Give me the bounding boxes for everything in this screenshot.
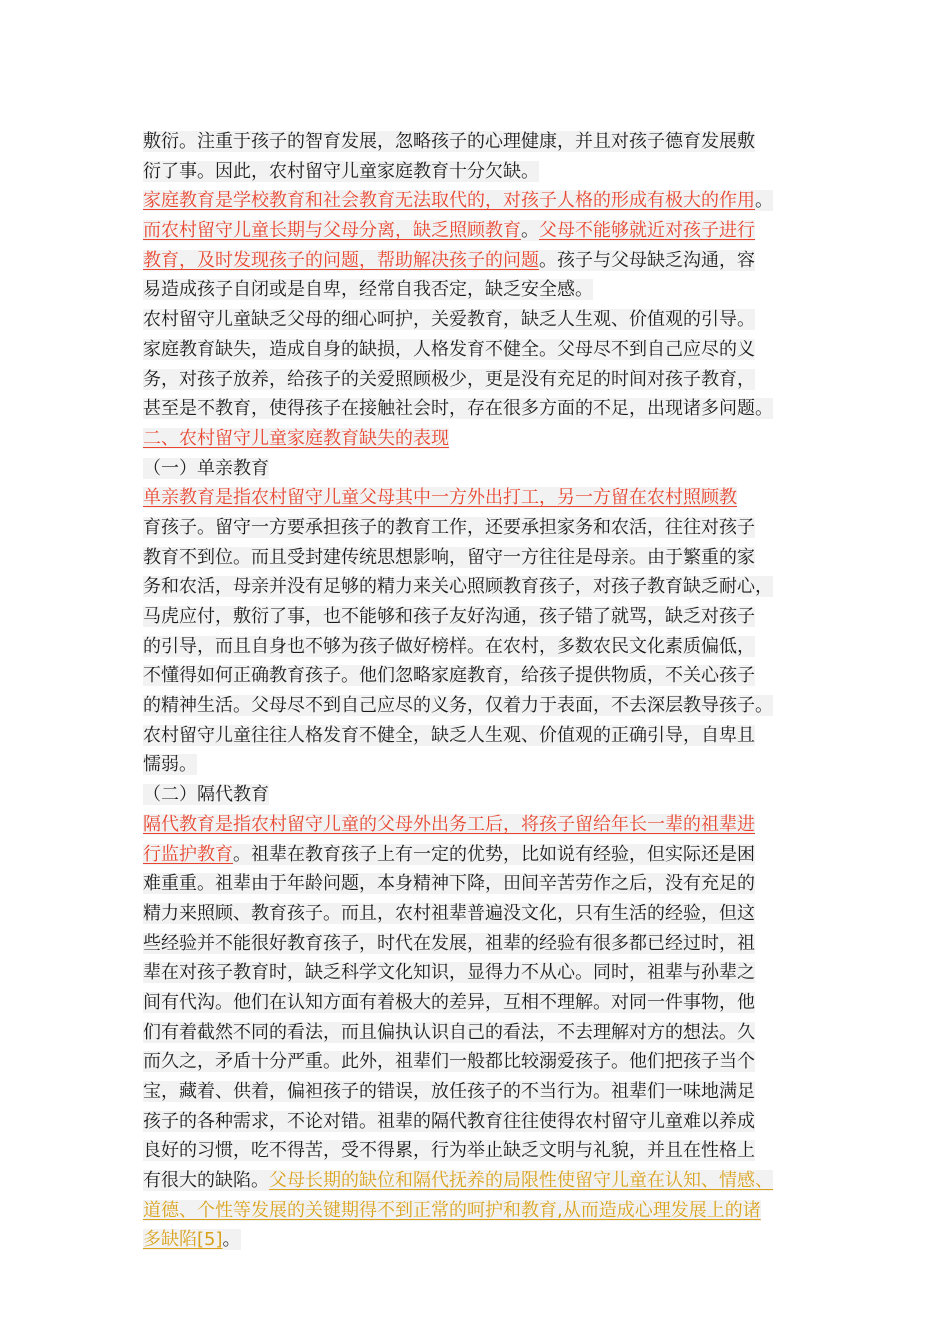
text-line — [143, 1196, 825, 1226]
text-segment: 宝，藏着、供着，偏袒孩子的错误，放任孩子的不当行为。祖辈们一味地满足 — [143, 1081, 755, 1102]
text-line — [143, 632, 825, 662]
text-line — [143, 335, 825, 365]
text-segment: 务和农活，母亲并没有足够的精力来关心照顾教育孩子，对孩子教育缺乏耐心， — [143, 576, 773, 598]
text-segment: 有很大的缺陷。 — [143, 1170, 269, 1192]
text-line — [143, 810, 825, 840]
text-line — [143, 869, 825, 899]
text-segment: 们有着截然不同的看法，而且偏执认识自己的看法，不去理解对方的想法。久 — [143, 1021, 755, 1043]
text-line — [143, 1136, 825, 1166]
text-line — [143, 305, 825, 335]
text-segment: 敷衍。注重于孩子的智育发展，忽略孩子的心理健康，并且对孩子德育发展敷 — [143, 131, 755, 152]
text-line — [143, 1047, 825, 1077]
text-segment: 良好的习惯，吃不得苦，受不得累，行为举止缺乏文明与礼貌，并且在性格上 — [143, 1140, 755, 1162]
highlighted-text-segment: 行监护教育 — [143, 843, 233, 865]
text-segment: 。 — [521, 220, 539, 242]
text-line — [143, 721, 825, 751]
highlighted-text-segment: 教育，及时发现孩子的问题，帮助解决孩子的问题 — [143, 249, 539, 271]
text-line — [143, 661, 825, 691]
text-line — [143, 513, 825, 543]
text-segment: 些经验并不能很好教育孩子，时代在发展，祖辈的经验有很多都已经过时，祖 — [143, 932, 755, 954]
highlighted-text-segment: 父母不能够就近对孩子进行 — [539, 220, 755, 242]
text-line — [143, 543, 825, 573]
text-segment: 间有代沟。他们在认知方面有着极大的差异，互相不理解。对同一件事物，他 — [143, 991, 755, 1013]
text-line — [143, 958, 825, 988]
text-line — [143, 988, 825, 1018]
text-segment: （二）隔代教育 — [143, 784, 269, 806]
text-segment: 衍了事。因此，农村留守儿童家庭教育十分欠缺。 — [143, 160, 539, 182]
text-segment: 的精神生活。父母尽不到自己应尽的义务，仅着力于表面，不去深层教导孩子。 — [143, 695, 773, 717]
text-segment: 而久之，矛盾十分严重。此外，祖辈们一般都比较溺爱孩子。他们把孩子当个 — [143, 1051, 755, 1073]
text-line — [143, 1166, 825, 1196]
text-line — [143, 275, 825, 305]
text-line — [143, 394, 825, 424]
text-segment: 马虎应付，敷衍了事，也不能够和孩子友好沟通，孩子错了就骂，缺乏对孩子 — [143, 606, 755, 627]
text-segment: 。祖辈在教育孩子上有一定的优势，比如说有经验，但实际还是困 — [233, 843, 755, 865]
text-line — [143, 572, 825, 602]
highlighted-text-segment: 家庭教育是学校教育和社会教育无法取代的，对孩子人格的形成有极大的作用 — [143, 190, 755, 212]
highlighted-text-segment: 而农村留守儿童长期与父母分离，缺乏照顾教育 — [143, 220, 521, 242]
text-segment: 家庭教育缺失，造成自身的缺损，人格发育不健全。父母尽不到自己应尽的义 — [143, 338, 755, 360]
text-segment: 的引导，而且自身也不够为孩子做好榜样。在农村，多数农民文化素质偏低， — [143, 635, 755, 657]
text-line — [143, 691, 825, 721]
text-segment: 不懂得如何正确教育孩子。他们忽略家庭教育，给孩子提供物质，不关心孩子 — [143, 665, 755, 687]
text-segment: 务，对孩子放养，给孩子的关爱照顾极少，更是没有充足的时间对孩子教育， — [143, 368, 755, 390]
text-line — [143, 483, 825, 513]
highlighted-text-segment: 父母长期的缺位和隔代抚养的局限性使留守儿童在认知、情感、 — [269, 1170, 773, 1192]
highlighted-text-segment: 二、农村留守儿童家庭教育缺失的表现 — [143, 427, 449, 449]
text-line — [143, 127, 825, 157]
text-line — [143, 246, 825, 276]
text-line — [143, 929, 825, 959]
text-line — [143, 840, 825, 870]
text-segment: 孩子的各种需求，不论对错。祖辈的隔代教育往往使得农村留守儿童难以养成 — [143, 1110, 755, 1132]
text-line — [143, 365, 825, 395]
text-segment: 。孩子与父母缺乏沟通，容 — [539, 249, 755, 271]
text-line — [143, 157, 825, 187]
text-segment: 农村留守儿童往往人格发育不健全，缺乏人生观、价值观的正确引导，自卑且 — [143, 724, 755, 746]
text-line — [143, 424, 825, 454]
text-segment: （一）单亲教育 — [143, 457, 269, 479]
text-line — [143, 750, 825, 780]
highlighted-text-segment: 多缺陷[5] — [143, 1229, 223, 1251]
text-segment: 难重重。祖辈由于年龄问题，本身精神下降，田间辛苦劳作之后，没有充足的 — [143, 873, 755, 895]
text-segment: 易造成孩子自闭或是自卑，经常自我否定，缺乏安全感。 — [143, 279, 593, 301]
text-line — [143, 454, 825, 484]
text-line — [143, 1225, 825, 1255]
text-segment: 农村留守儿童缺乏父母的细心呵护，关爱教育，缺乏人生观、价值观的引导。 — [143, 309, 755, 331]
text-line — [143, 899, 825, 929]
text-segment: 育孩子。留守一方要承担孩子的教育工作，还要承担家务和农活，往往对孩子 — [143, 516, 755, 538]
highlighted-text-segment: 隔代教育是指农村留守儿童的父母外出务工后，将孩子留给年长一辈的祖辈进 — [143, 813, 755, 835]
text-line — [143, 186, 825, 216]
text-line — [143, 1018, 825, 1048]
highlighted-text-segment: 单亲教育是指农村留守儿童父母其中一方外出打工，另一方留在农村照顾教 — [143, 487, 737, 509]
text-line — [143, 602, 825, 632]
text-line — [143, 1107, 825, 1137]
text-segment: 。 — [755, 190, 773, 212]
text-line — [143, 1077, 825, 1107]
document-page — [143, 127, 825, 1255]
highlighted-text-segment: 道德、个性等发展的关键期得不到正常的呵护和教育,从而造成心理发展上的诸 — [143, 1199, 761, 1221]
text-segment: 辈在对孩子教育时，缺乏科学文化知识，显得力不从心。同时，祖辈与孙辈之 — [143, 962, 755, 984]
text-line — [143, 216, 825, 246]
text-segment: 。 — [222, 1229, 241, 1251]
text-segment: 教育不到位。而且受封建传统思想影响，留守一方往往是母亲。由于繁重的家 — [143, 546, 755, 568]
text-segment: 精力来照顾、教育孩子。而且，农村祖辈普遍没文化，只有生活的经验，但这 — [143, 902, 755, 924]
text-line — [143, 780, 825, 810]
text-segment: 甚至是不教育，使得孩子在接触社会时，存在很多方面的不足，出现诸多问题。 — [143, 398, 773, 420]
text-segment: 懦弱。 — [143, 754, 197, 776]
